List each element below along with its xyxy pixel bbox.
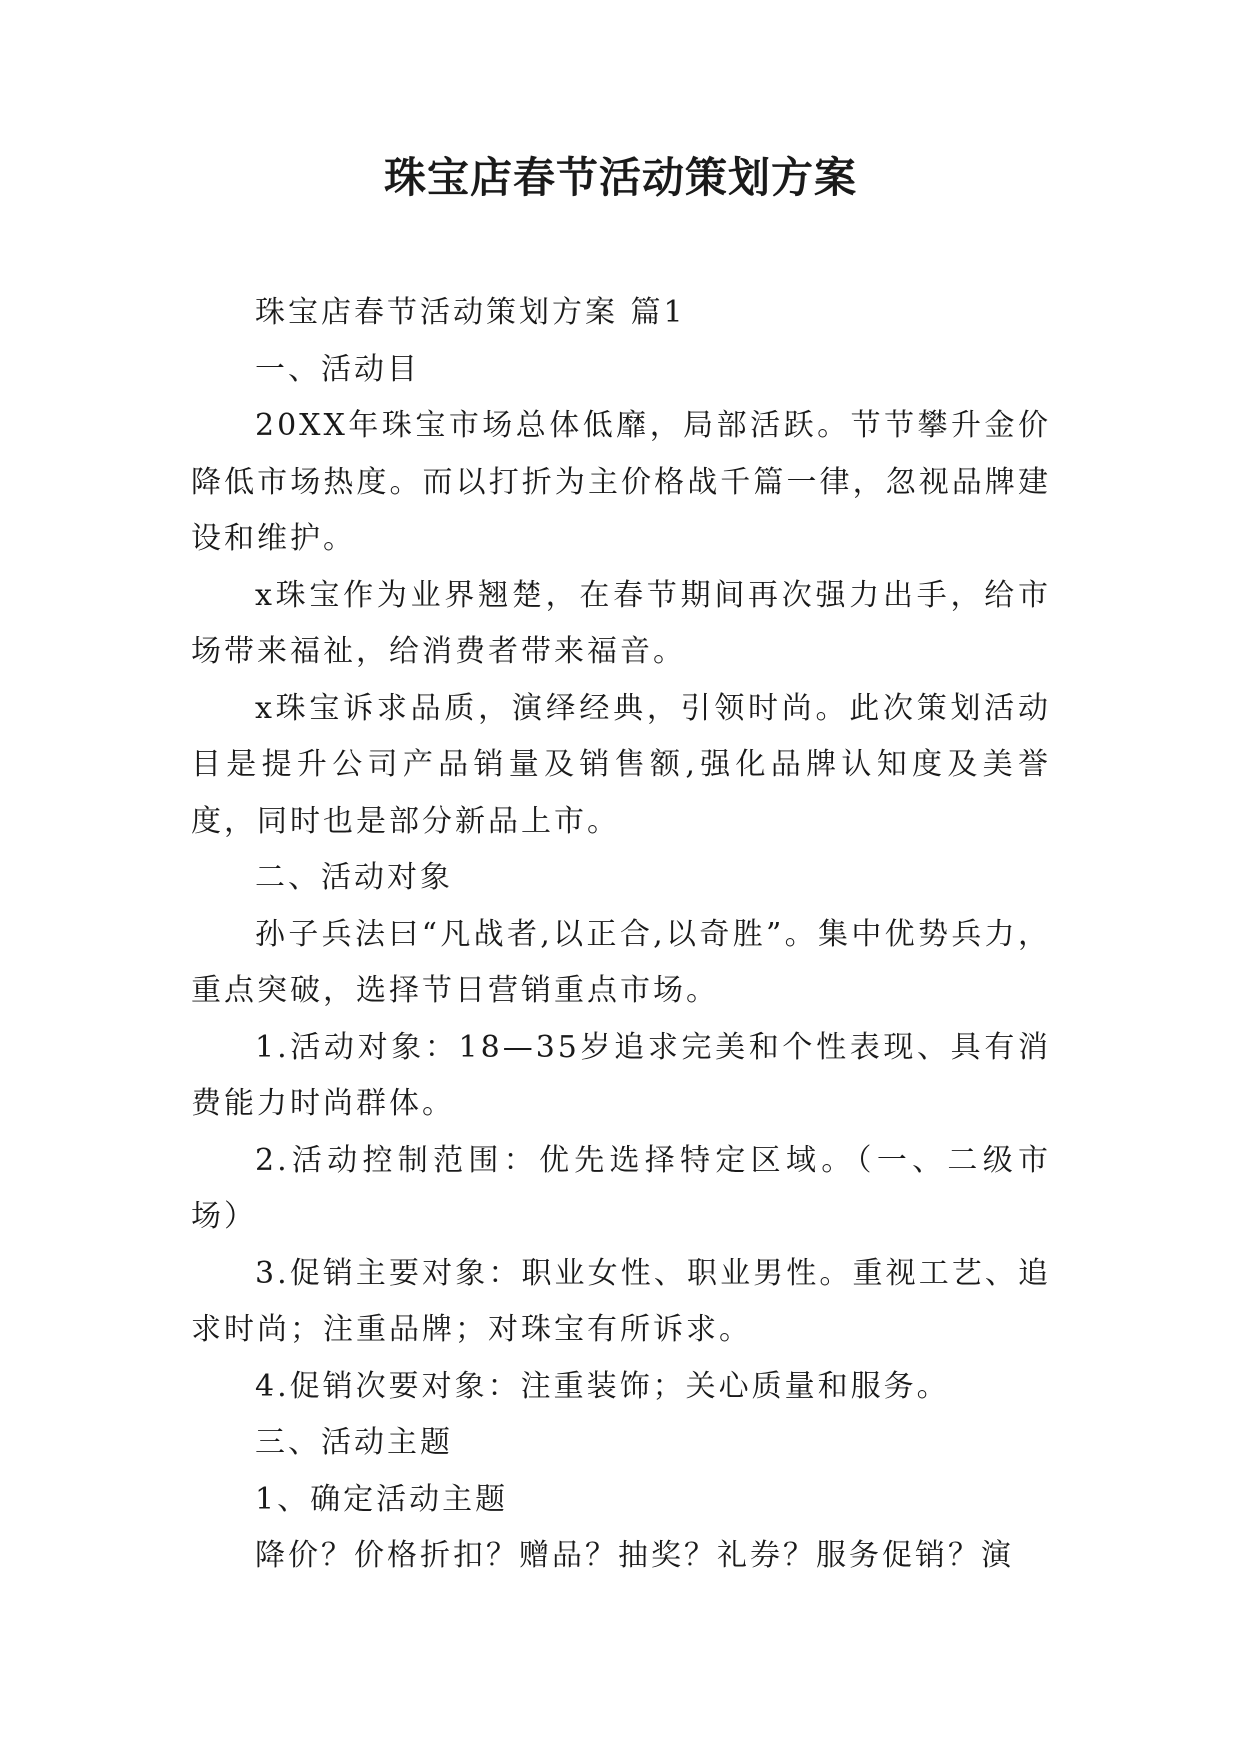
paragraph: 孙子兵法曰“凡战者,以正合,以奇胜”。集中优势兵力，重点突破，选择节日营销重点市场。 bbox=[191, 916, 1051, 1008]
paragraph: x珠宝诉求品质，演绎经典，引领时尚。此次策划活动目是提升公司产品销量及销售额,强化品牌认知度及美誉度，同时也是部分新品上市。 bbox=[191, 690, 1051, 839]
document-title: 珠宝店春节活动策划方案 bbox=[383, 153, 857, 202]
paragraph-heading-1: 一、活动目 bbox=[255, 351, 420, 387]
paragraph: 20XX年珠宝市场总体低靡，局部活跃。节节攀升金价降低市场热度。而以打折为主价格战千篇一律，忽视品牌建设和维护。 bbox=[191, 408, 1051, 556]
list-item: 3.促销主要对象：职业女性、职业男性。重视工艺、追求时尚；注重品牌；对珠宝有所诉求。 bbox=[191, 1255, 1051, 1347]
paragraph-heading-2: 二、活动对象 bbox=[255, 860, 453, 895]
paragraph: x珠宝作为业界翘楚，在春节期间再次强力出手，给市场带来福祉，给消费者带来福音。 bbox=[191, 577, 1051, 669]
paragraph-heading-3: 三、活动主题 bbox=[255, 1425, 453, 1460]
paragraph-subheading: 1、确定活动主题 bbox=[255, 1481, 509, 1517]
document-body bbox=[191, 285, 1051, 1585]
list-item: 1.活动对象：18—35岁追求完美和个性表现、具有消费能力时尚群体。 bbox=[191, 1029, 1051, 1121]
paragraph-section-heading: 珠宝店春节活动策划方案 篇1 bbox=[255, 295, 686, 330]
paragraph: 降价？价格折扣？赠品？抽奖？礼券？服务促销？演 bbox=[255, 1538, 1014, 1573]
list-item: 4.促销次要对象：注重装饰；关心质量和服务。 bbox=[255, 1368, 950, 1404]
list-item: 2.活动控制范围：优先选择特定区域。（一、二级市场） bbox=[191, 1142, 1051, 1234]
